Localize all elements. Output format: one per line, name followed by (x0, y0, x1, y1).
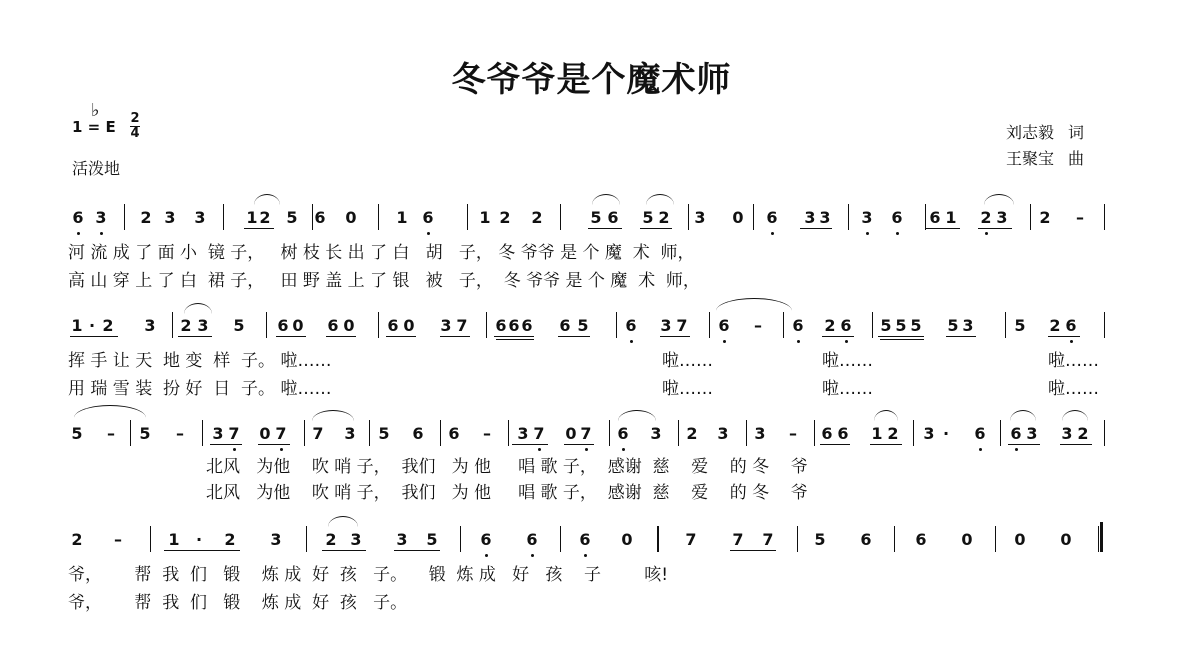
slur (254, 194, 280, 205)
beam (386, 336, 416, 337)
beam (978, 228, 1012, 229)
note: 2 (140, 208, 152, 227)
barline (848, 204, 849, 230)
note: 3 (197, 316, 209, 335)
note: 5 (1014, 316, 1026, 335)
note: 6 (480, 530, 492, 549)
key-signature: 1 = E (72, 118, 116, 136)
slur (184, 303, 212, 314)
note: 3 (212, 424, 224, 443)
octave-dot (427, 232, 430, 235)
note: 1 (396, 208, 408, 227)
composer-name: 王聚宝 (1006, 149, 1055, 168)
beam (878, 336, 924, 337)
note: – (754, 316, 762, 335)
beam (880, 339, 924, 340)
lyrics-line4-verse1: 爷， 帮 我 们 锻 炼 成 好 孩 子。 锻 炼 成 好 孩 子 咳! (68, 565, 669, 585)
octave-dot (584, 554, 587, 557)
beam (558, 336, 590, 337)
barline (616, 312, 617, 338)
slur (328, 516, 358, 527)
beam (70, 336, 118, 337)
barline (378, 204, 379, 230)
note: 1 (168, 530, 180, 549)
note: 3 (923, 424, 935, 443)
beam (322, 550, 366, 551)
lyrics-line2-verse2-la3: 啦…… (1048, 379, 1099, 399)
note: 6 (974, 424, 986, 443)
note: 3 (517, 424, 529, 443)
repeat-barline (657, 526, 659, 552)
note: 5 (910, 316, 922, 335)
note: 5 (233, 316, 245, 335)
note: 7 (456, 316, 468, 335)
note: 5 (814, 530, 826, 549)
note: 0 (292, 316, 304, 335)
barline (797, 526, 798, 552)
note: 5 (590, 208, 602, 227)
beam (244, 228, 274, 229)
octave-dot (845, 340, 848, 343)
note: 0 (1060, 530, 1072, 549)
note: 5 (880, 316, 892, 335)
note: 0 (345, 208, 357, 227)
barline (124, 204, 125, 230)
note: 2 (499, 208, 511, 227)
note: 6 (766, 208, 778, 227)
note: 3 (1061, 424, 1073, 443)
slur (618, 410, 656, 421)
note: 5 (286, 208, 298, 227)
note: 2 (531, 208, 543, 227)
note: 3 (95, 208, 107, 227)
barline (913, 420, 914, 446)
note: 6 (607, 208, 619, 227)
note: 3 (344, 424, 356, 443)
beam (946, 336, 976, 337)
beam (820, 444, 850, 445)
note: 7 (533, 424, 545, 443)
beam (496, 339, 534, 340)
beam (326, 336, 356, 337)
note: 2 (887, 424, 899, 443)
note: – (176, 424, 184, 443)
note: 6 (72, 208, 84, 227)
beam (210, 444, 242, 445)
note: 2 (686, 424, 698, 443)
octave-dot (866, 232, 869, 235)
barline (753, 204, 754, 230)
time-signature (130, 113, 140, 140)
octave-dot (896, 232, 899, 235)
barline (440, 420, 441, 446)
note: 3 (660, 316, 672, 335)
slur (74, 405, 146, 418)
beam (564, 444, 594, 445)
barline (678, 420, 679, 446)
composer-role: 曲 (1068, 149, 1085, 168)
note: · (88, 316, 96, 335)
lyrics-line2-verse1-la2: 啦…… (822, 351, 873, 371)
barline (709, 312, 710, 338)
note: 3 (650, 424, 662, 443)
note: 3 (194, 208, 206, 227)
barline (746, 420, 747, 446)
beam (1008, 444, 1040, 445)
octave-dot (585, 448, 588, 451)
note: 6 (821, 424, 833, 443)
note: 3 (717, 424, 729, 443)
note: 3 (694, 208, 706, 227)
note: 6 (559, 316, 571, 335)
beam (660, 336, 690, 337)
barline (925, 204, 926, 230)
barline (560, 204, 561, 230)
final-barline (1100, 522, 1103, 552)
barline (783, 312, 784, 338)
note: 3 (754, 424, 766, 443)
note: – (107, 424, 115, 443)
note: 6 (718, 316, 730, 335)
note: 3 (819, 208, 831, 227)
beam (394, 550, 440, 551)
octave-dot (622, 448, 625, 451)
note: 5 (378, 424, 390, 443)
lyricist-name: 刘志毅 (1006, 123, 1055, 142)
lyrics-line2-verse1-la3: 啦…… (1048, 351, 1099, 371)
lyrics-line3-verse2: 北风 为他 吹 哨 子， 我们 为 他 唱 歌 子， 感谢 慈 爱 的 冬 爷 (206, 483, 808, 503)
octave-dot (77, 232, 80, 235)
note: 5 (139, 424, 151, 443)
note: 6 (314, 208, 326, 227)
note: 6 (1065, 316, 1077, 335)
note: 6 (792, 316, 804, 335)
slur (716, 298, 792, 311)
barline (1098, 526, 1099, 552)
beam (276, 336, 306, 337)
lyricist-credit (1006, 120, 1084, 143)
octave-dot (531, 554, 534, 557)
composer-credit (1006, 146, 1084, 169)
note: – (789, 424, 797, 443)
beam (870, 444, 902, 445)
barline (688, 204, 689, 230)
beam (822, 336, 854, 337)
barline (1000, 420, 1001, 446)
note: 1 (246, 208, 258, 227)
barline (1030, 204, 1031, 230)
note: 1 (945, 208, 957, 227)
barline (1104, 204, 1105, 230)
note: 7 (676, 316, 688, 335)
note: 3 (270, 530, 282, 549)
note: 7 (228, 424, 240, 443)
note: 5 (426, 530, 438, 549)
octave-dot (100, 232, 103, 235)
note: 2 (1039, 208, 1051, 227)
note: 6 (929, 208, 941, 227)
note: 7 (580, 424, 592, 443)
note: 6 (579, 530, 591, 549)
note: 6 (412, 424, 424, 443)
octave-dot (538, 448, 541, 451)
note: 6 (625, 316, 637, 335)
beam (1060, 444, 1092, 445)
note: 7 (275, 424, 287, 443)
note: 0 (565, 424, 577, 443)
note: 0 (961, 530, 973, 549)
beam (800, 228, 832, 229)
barline (223, 204, 224, 230)
barline (560, 526, 561, 552)
octave-dot (985, 232, 988, 235)
lyrics-line2-verse2-la2: 啦…… (822, 379, 873, 399)
note: 0 (732, 208, 744, 227)
lyricist-role: 词 (1068, 123, 1085, 142)
note: 6 (327, 316, 339, 335)
barline (814, 420, 815, 446)
barline (467, 204, 468, 230)
note: 6 (387, 316, 399, 335)
note: 3 (164, 208, 176, 227)
beam (164, 550, 240, 551)
barline (266, 312, 267, 338)
note: 6 (837, 424, 849, 443)
note: · (195, 530, 203, 549)
note: 0 (621, 530, 633, 549)
note: 5 (71, 424, 83, 443)
note: 5 (895, 316, 907, 335)
song-title: 冬爷爷是个魔术师 (451, 60, 732, 100)
note: 6 (521, 316, 533, 335)
note: 6 (840, 316, 852, 335)
octave-dot (723, 340, 726, 343)
barline (369, 420, 370, 446)
slur (1062, 410, 1088, 421)
barline (378, 312, 379, 338)
beam (730, 550, 776, 551)
note: 2 (180, 316, 192, 335)
slur (312, 410, 354, 421)
octave-dot (280, 448, 283, 451)
beam (588, 228, 622, 229)
note: 2 (259, 208, 271, 227)
tempo-marking: 活泼地 (72, 159, 121, 178)
note: – (483, 424, 491, 443)
slur (646, 194, 674, 205)
beam (1048, 336, 1080, 337)
note: 6 (495, 316, 507, 335)
note: 7 (762, 530, 774, 549)
beam (494, 336, 534, 337)
barline (995, 526, 996, 552)
beam (258, 444, 290, 445)
note: 3 (144, 316, 156, 335)
note: 6 (891, 208, 903, 227)
note: 2 (102, 316, 114, 335)
lyrics-line1-verse2: 高 山 穿 上 了 白 裙 子， 田 野 盖 上 了 银 被 子， 冬 爷爷 是 个 魔 术 师， (68, 271, 700, 291)
note: 6 (422, 208, 434, 227)
note: 6 (617, 424, 629, 443)
note: 3 (440, 316, 452, 335)
note: 0 (1014, 530, 1026, 549)
note: 2 (1077, 424, 1089, 443)
octave-dot (979, 448, 982, 451)
note: 1 (71, 316, 83, 335)
barline (304, 420, 305, 446)
barline (202, 420, 203, 446)
barline (306, 526, 307, 552)
note: 2 (980, 208, 992, 227)
slur (1010, 410, 1036, 421)
lyrics-line3-verse1: 北风 为他 吹 哨 子， 我们 为 他 唱 歌 子， 感谢 慈 爱 的 冬 爷 (206, 457, 808, 477)
slur (874, 410, 898, 421)
barline (150, 526, 151, 552)
barline (312, 204, 313, 230)
octave-dot (233, 448, 236, 451)
note: 5 (947, 316, 959, 335)
note: 3 (996, 208, 1008, 227)
note: – (114, 530, 122, 549)
beam (178, 336, 212, 337)
note: 6 (915, 530, 927, 549)
note: 0 (403, 316, 415, 335)
lyrics-line2-verse1: 挥 手 让 天 地 变 样 子。 啦…… (68, 351, 332, 371)
slur (984, 194, 1014, 205)
barline (872, 312, 873, 338)
note: 6 (526, 530, 538, 549)
octave-dot (630, 340, 633, 343)
beam (640, 228, 672, 229)
barline (486, 312, 487, 338)
lyrics-line2-verse1-la1: 啦…… (662, 351, 713, 371)
barline (1104, 312, 1105, 338)
lyrics-line1-verse1: 河 流 成 了 面 小 镜 子， 树 枝 长 出 了 白 胡 子， 冬 爷爷 是 个 魔 术 师， (68, 243, 695, 263)
octave-dot (1070, 340, 1073, 343)
note: 5 (577, 316, 589, 335)
barline (1104, 420, 1105, 446)
octave-dot (797, 340, 800, 343)
note: 3 (1026, 424, 1038, 443)
flat-sign: ♭ (91, 100, 100, 121)
note: · (942, 424, 950, 443)
barline (894, 526, 895, 552)
note: 3 (861, 208, 873, 227)
barline (130, 420, 131, 446)
note: 2 (325, 530, 337, 549)
octave-dot (485, 554, 488, 557)
note: 3 (350, 530, 362, 549)
note: 3 (962, 316, 974, 335)
note: 3 (804, 208, 816, 227)
barline (609, 420, 610, 446)
barline (508, 420, 509, 446)
beam (926, 228, 960, 229)
slur (592, 194, 620, 205)
note: 5 (642, 208, 654, 227)
note: 6 (448, 424, 460, 443)
barline (460, 526, 461, 552)
lyrics-line2-verse2: 用 瑞 雪 装 扮 好 日 子。 啦…… (68, 379, 332, 399)
time-signature-bottom: 4 (130, 126, 140, 141)
note: 2 (658, 208, 670, 227)
note: 0 (343, 316, 355, 335)
octave-dot (771, 232, 774, 235)
note: 0 (259, 424, 271, 443)
time-signature-top: 2 (130, 111, 140, 126)
note: 6 (860, 530, 872, 549)
note: 6 (508, 316, 520, 335)
note: 7 (732, 530, 744, 549)
note: 7 (685, 530, 697, 549)
note: 1 (479, 208, 491, 227)
octave-dot (1015, 448, 1018, 451)
barline (172, 312, 173, 338)
beam (512, 444, 548, 445)
note: 1 (871, 424, 883, 443)
note: 6 (277, 316, 289, 335)
note: – (1076, 208, 1084, 227)
note: 2 (824, 316, 836, 335)
note: 3 (396, 530, 408, 549)
note: 2 (71, 530, 83, 549)
note: 2 (1049, 316, 1061, 335)
note: 2 (224, 530, 236, 549)
barline (1005, 312, 1006, 338)
note: 6 (1010, 424, 1022, 443)
lyrics-line2-verse2-la1: 啦…… (662, 379, 713, 399)
note: 7 (312, 424, 324, 443)
lyrics-line4-verse2: 爷， 帮 我 们 锻 炼 成 好 孩 子。 (68, 593, 408, 613)
beam (440, 336, 470, 337)
